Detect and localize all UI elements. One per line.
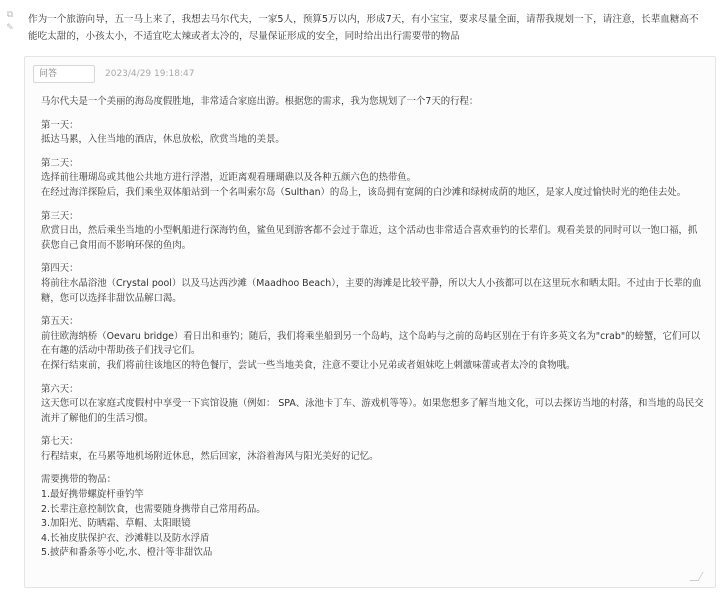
day-text: 抵达马累，入住当地的酒店，休息放松，欣赏当地的美景。 (41, 134, 285, 146)
answer-body (41, 95, 705, 561)
user-question: 作为一个旅游向导，五一马上来了，我想去马尔代夫，一家5人，预算5万以内，形成7天，有小宝宝，要求尽量全面，请帮我规划一下，请注意，长辈血糖高不能吃太甜的，小孩太小，不适宜吃太辣或者太冷的，尽量保证形成的安全，同时给出出行需要带的物品 (28, 14, 699, 42)
answer-intro: 马尔代夫是一个美丽的海岛度假胜地，非常适合家庭出游。根据您的需求，我为您规划了一个7天的行程： (41, 96, 479, 107)
day-title: 第七天： (41, 436, 79, 448)
day-section (41, 157, 705, 201)
role-select[interactable] (33, 65, 95, 83)
answer-header (33, 65, 194, 83)
day-section (41, 210, 705, 254)
day-section (41, 262, 705, 306)
items-list (41, 473, 705, 561)
day-section (41, 383, 705, 427)
resize-handle-icon[interactable] (689, 572, 703, 581)
day-text: 这天您可以在家庭式度假村中享受一下宾馆设施（例如： SPA、泳池卡丁车、游戏机等等）。如果您想多了解当地文化，可以去探访当地的村落，和当地的岛民交流并了解他们的生活习惯。 (41, 398, 704, 424)
day-text: 在探行结束前，我们将前往该地区的特色餐厅，尝试一些当地美食，注意不要让小兄弟或者姐妹吃上刺激味蕾或者太冷的食物哦。 (41, 359, 576, 371)
list-item: 1.最好携带螺旋杆垂钓竿 (41, 489, 144, 501)
answer-timestamp: 2023/4/29 19:18:47 (105, 69, 195, 79)
edit-icon[interactable]: ✎ (6, 23, 14, 33)
role-label: 问答 (39, 69, 58, 79)
day-text: 欣赏日出，然后乘坐当地的小型帆船进行深海钓鱼，鲨鱼见到游客都不会过于靠近，这个活动也非常适合喜欢垂钓的长辈们。观看美景的同时可以一饱口福，抓获您自己食用而不影响环保的鱼肉。 (41, 225, 698, 251)
day-title: 第五天： (41, 316, 79, 328)
day-text: 在经过海洋探险后，我们乘坐双体船站到一个名叫索尔岛（Sulthan）的岛上，该岛拥有宽阔的白沙滩和绿树成荫的地区，是家人度过愉快时光的绝佳去处。 (41, 186, 687, 198)
day-title: 第二天： (41, 157, 79, 169)
day-title: 第一天： (41, 119, 79, 131)
day-title: 第六天： (41, 383, 79, 395)
day-section (41, 119, 705, 148)
day-title: 第三天： (41, 210, 79, 222)
day-section (41, 315, 705, 373)
day-text: 前往欧海纳桥（Oevaru bridge）看日出和垂钓；随后，我们将乘坐船到另一个岛屿，这个岛屿与之前的岛屿区别在于有许多英文名为"crab"的螃蟹，它们可以在有趣的活动中帮助孩子们找寻它们。 (41, 330, 701, 357)
copy-icon[interactable]: ⧉ (6, 10, 14, 20)
items-title: 需要携带的物品： (41, 474, 117, 486)
message-actions (4, 10, 16, 33)
list-item: 5.披萨和番条等小吃,水、橙汁等非甜饮品 (41, 547, 213, 559)
day-text: 行程结束，在马累等地机场附近休息，然后回家，沐浴着海风与阳光美好的记忆。 (41, 450, 379, 462)
list-item: 2.长辈注意控制饮食，也需要随身携带自己常用药品。 (41, 503, 266, 515)
list-item: 4.长袖皮肤保护衣、沙滩鞋以及防水浮盾 (41, 532, 210, 544)
list-item: 3.加阳光、防晒霜、草帽、太阳眼镜 (41, 518, 191, 530)
day-text: 选择前往珊瑚岛或其他公共地方进行浮潜，近距离观看珊瑚礁以及各种五颜六色的热带鱼。 (41, 172, 417, 184)
answer-card (24, 56, 716, 588)
day-section (41, 435, 705, 464)
day-text: 将前往水晶浴池（Crystal pool）以及马达西沙滩（Maadhoo Beach），主要的海滩是比较平静，所以大人小孩都可以在这里玩水和晒太阳。不过由于长辈的血糖，您可以选择非甜饮品解口渴。 (41, 277, 702, 304)
day-title: 第四天： (41, 263, 79, 275)
